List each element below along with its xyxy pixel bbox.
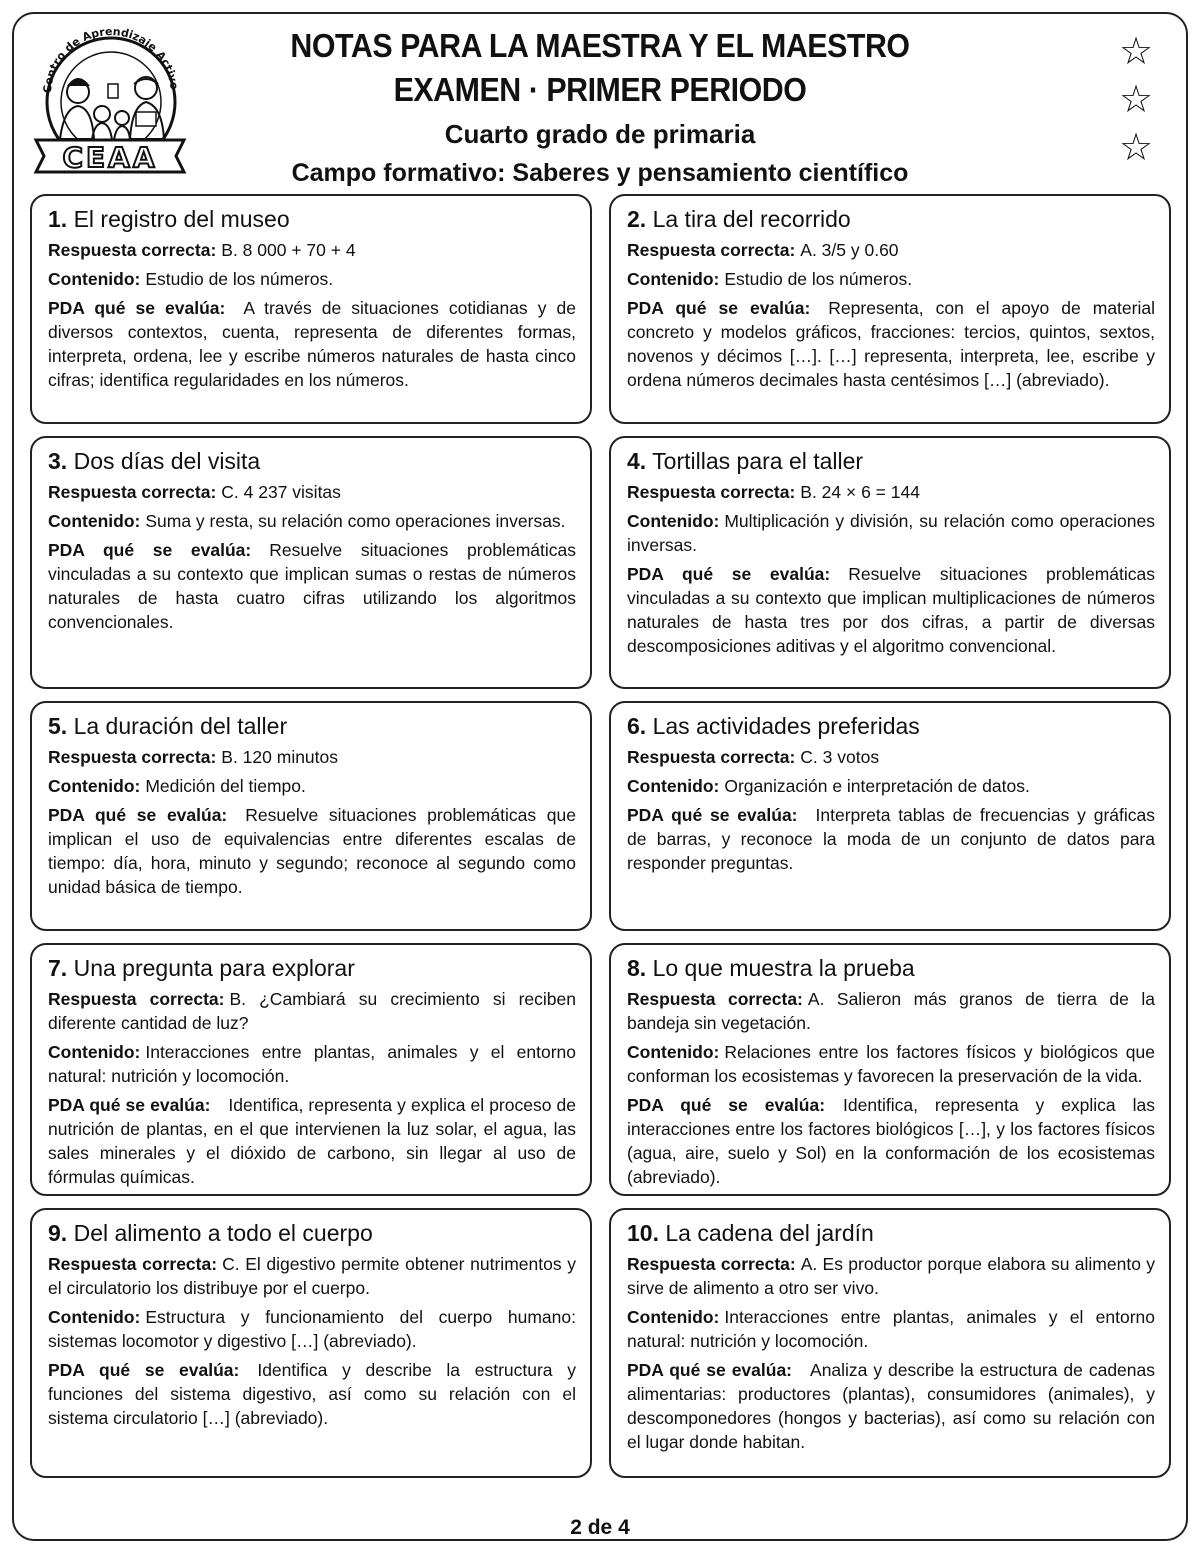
pda-value: Resuelve situaciones problemáticas vinculadas a su contexto que implican sumas o restas de números naturales de hasta cuatro cifras utilizando los algoritmos convencionales. (48, 540, 576, 632)
question-card (609, 1208, 1171, 1478)
answer-line (48, 745, 576, 769)
answer-label: Respuesta correcta: (627, 482, 796, 502)
main-title: NOTAS PARA LA MAESTRA Y EL MAESTRO (290, 27, 910, 64)
content-line (48, 1305, 576, 1353)
content-line (48, 774, 576, 798)
content-value: Interacciones entre plantas, animales y el entorno natural: nutrición y locomoción. (627, 1307, 1155, 1351)
answer-value: A. Es productor porque elabora su alimento y sirve de alimento a otro ser vivo. (627, 1254, 1155, 1298)
question-number: 5. (48, 713, 68, 739)
question-title (627, 446, 1155, 476)
answer-label: Respuesta correcta: (48, 240, 217, 260)
content-label: Contenido: (48, 269, 141, 289)
content-label: Contenido: (48, 776, 141, 796)
question-name: Las actividades preferidas (652, 713, 920, 739)
question-card (609, 436, 1171, 689)
answer-value: B. 24 × 6 = 144 (800, 482, 920, 502)
header (0, 0, 1200, 190)
answer-value: C. El digestivo permite obtener nutrimentos y el circulatorio los distribuye por el cuerpo. (48, 1254, 576, 1298)
pda-line (48, 538, 576, 634)
content-line (627, 509, 1155, 557)
pda-value: Identifica y describe la estructura y funciones del sistema digestivo, así como su relación con el sistema circulatorio […] (abreviado). (48, 1360, 576, 1428)
content-value: Organización e interpretación de datos. (724, 776, 1030, 796)
question-number: 6. (627, 713, 647, 739)
star-rating (1114, 28, 1158, 172)
answer-line (48, 987, 576, 1035)
question-title (627, 204, 1155, 234)
content-value: Estudio de los números. (724, 269, 913, 289)
pda-value: Resuelve situaciones problemáticas que implican el uso de equivalencias entre diferentes escalas de tiempo: día, hora, minuto y segundo; reconoce al segundo como unidad básica de tiempo. (48, 805, 576, 897)
answer-label: Respuesta correcta: (48, 482, 217, 502)
field-title: Campo formativo: Saberes y pensamiento científico (291, 159, 909, 187)
pda-label: PDA qué se evalúa: (627, 1095, 826, 1115)
content-value: Medición del tiempo. (145, 776, 306, 796)
content-line (48, 509, 576, 533)
pda-line (627, 296, 1155, 392)
star-icon: ☆ (1118, 31, 1154, 73)
question-name: Del alimento a todo el cuerpo (73, 1220, 373, 1246)
question-name: Dos días del visita (73, 448, 261, 474)
star-icon: ☆ (1118, 79, 1154, 121)
answer-value: A. Salieron más granos de tierra de la bandeja sin vegetación. (627, 989, 1155, 1033)
question-number: 8. (627, 955, 647, 981)
pda-line (48, 296, 576, 392)
pda-value: Resuelve situaciones problemáticas vinculadas a su contexto que implican multiplicaciones de números naturales de hasta tres por dos cifras, a partir de diversas descomposiciones aditivas y el algoritmo convencional. (627, 564, 1155, 656)
answer-line (627, 1252, 1155, 1300)
answer-value: B. 8 000 + 70 + 4 (221, 240, 356, 260)
question-title (48, 1218, 576, 1248)
question-number: 7. (48, 955, 68, 981)
question-card (30, 701, 592, 931)
answer-label: Respuesta correcta: (627, 1254, 796, 1274)
answer-value: B. 120 minutos (221, 747, 339, 767)
answer-label: Respuesta correcta: (627, 989, 803, 1009)
answer-value: A. 3/5 y 0.60 (800, 240, 899, 260)
content-value: Estudio de los números. (145, 269, 334, 289)
content-label: Contenido: (48, 1042, 141, 1062)
answer-label: Respuesta correcta: (48, 747, 217, 767)
page-number: 2 de 4 (570, 1516, 630, 1539)
ceaa-logo (30, 14, 190, 184)
question-title (48, 446, 576, 476)
pda-value: Identifica, representa y explica las interacciones entre los factores biológicos […], y los factores físicos (agua, aire, suelo y Sol) en la conformación de los ecosistemas (abreviado). (627, 1095, 1155, 1187)
answer-value: C. 4 237 visitas (221, 482, 341, 502)
content-label: Contenido: (627, 776, 720, 796)
pda-line (627, 1358, 1155, 1454)
question-card (30, 436, 592, 689)
content-line (627, 267, 1155, 291)
content-value: Estructura y funcionamiento del cuerpo humano: sistemas locomotor y digestivo […] (abreviado). (48, 1307, 576, 1351)
content-value: Multiplicación y división, su relación como operaciones inversas. (627, 511, 1155, 555)
question-card (609, 194, 1171, 424)
notes-grid (30, 194, 1172, 1504)
pda-value: Identifica, representa y explica el proceso de nutrición de plantas, en el que intervienen la luz solar, el agua, las sales minerales y el dióxido de carbono, sin llegar al uso de fórmulas químicas. (48, 1095, 577, 1187)
question-card (609, 943, 1171, 1196)
question-number: 3. (48, 448, 68, 474)
answer-label: Respuesta correcta: (48, 989, 225, 1009)
pda-line (627, 562, 1155, 658)
pda-label: PDA qué se evalúa: (48, 298, 226, 318)
content-value: Interacciones entre plantas, animales y el entorno natural: nutrición y locomoción. (48, 1042, 576, 1086)
content-label: Contenido: (627, 1307, 720, 1327)
answer-label: Respuesta correcta: (627, 240, 796, 260)
question-card (30, 943, 592, 1196)
title-block (200, 24, 1000, 192)
exam-title: EXAMEN · PRIMER PERIODO (393, 71, 807, 108)
content-label: Contenido: (627, 511, 720, 531)
logo-name: CEAA (62, 141, 158, 174)
question-title (627, 711, 1155, 741)
answer-line (627, 480, 1155, 504)
content-line (627, 1305, 1155, 1353)
content-label: Contenido: (48, 511, 141, 531)
answer-line (627, 238, 1155, 262)
answer-line (48, 480, 576, 504)
pda-label: PDA qué se evalúa: (48, 1360, 240, 1380)
question-number: 10. (627, 1220, 659, 1246)
pda-value: Analiza y describe la estructura de cadenas alimentarias: productores (plantas), consumidores (animales), y descomponedores (hongos y bacterias), así como su relación con el lugar donde habitan. (627, 1360, 1155, 1452)
pda-label: PDA qué se evalúa: (627, 298, 811, 318)
logo-arc-text: Centro de Aprendizaje Activo (40, 25, 181, 94)
question-number: 4. (627, 448, 647, 474)
pda-label: PDA qué se evalúa: (627, 1360, 793, 1380)
answer-line (627, 745, 1155, 769)
question-number: 2. (627, 206, 647, 232)
grade-title: Cuarto grado de primaria (444, 119, 756, 149)
question-title (48, 711, 576, 741)
question-name: Una pregunta para explorar (73, 955, 355, 981)
question-name: La cadena del jardín (665, 1220, 874, 1246)
question-card (609, 701, 1171, 931)
content-value: Relaciones entre los factores físicos y biológicos que conforman los ecosistemas y favorecen la preservación de la vida. (627, 1042, 1155, 1086)
question-number: 9. (48, 1220, 68, 1246)
question-name: Tortillas para el taller (652, 448, 864, 474)
question-name: El registro del museo (73, 206, 290, 232)
question-title (48, 953, 576, 983)
question-card (30, 1208, 592, 1478)
content-value: Suma y resta, su relación como operaciones inversas. (145, 511, 566, 531)
pda-label: PDA qué se evalúa: (627, 805, 798, 825)
pda-line (627, 1093, 1155, 1189)
pda-line (48, 803, 576, 899)
answer-value: B. ¿Cambiará su crecimiento si reciben diferente cantidad de luz? (48, 989, 576, 1033)
answer-label: Respuesta correcta: (48, 1254, 218, 1274)
pda-label: PDA qué se evalúa: (48, 805, 228, 825)
question-name: La duración del taller (73, 713, 288, 739)
content-label: Contenido: (627, 1042, 720, 1062)
pda-value: Representa, con el apoyo de material concreto y modelos gráficos, fracciones: tercios, quintos, sextos, novenos y décimos […]. […] representa, interpreta, lee, escribe y ordena números decimales hasta centésimos […] (abreviado). (627, 298, 1155, 390)
answer-line (48, 238, 576, 262)
pda-value: A través de situaciones cotidianas y de diversos contextos, cuenta, representa de diferentes formas, interpreta, ordena, lee y escribe números naturales de hasta cinco cifras; identifica regularidades en los números. (48, 298, 576, 390)
answer-label: Respuesta correcta: (627, 747, 796, 767)
pda-value: Interpreta tablas de frecuencias y gráficas de barras, y reconoce la moda de un conjunto de datos para responder preguntas. (627, 805, 1155, 873)
answer-line (48, 1252, 576, 1300)
content-label: Contenido: (627, 269, 720, 289)
answer-line (627, 987, 1155, 1035)
pda-label: PDA qué se evalúa: (48, 540, 252, 560)
answer-value: C. 3 votos (800, 747, 880, 767)
question-name: La tira del recorrido (652, 206, 851, 232)
star-icon: ☆ (1118, 127, 1154, 169)
pda-line (627, 803, 1155, 875)
content-label: Contenido: (48, 1307, 141, 1327)
pda-label: PDA qué se evalúa: (627, 564, 831, 584)
pda-label: PDA qué se evalúa: (48, 1095, 211, 1115)
question-name: Lo que muestra la prueba (652, 955, 915, 981)
content-line (627, 1040, 1155, 1088)
question-card (30, 194, 592, 424)
question-title (48, 204, 576, 234)
content-line (48, 267, 576, 291)
content-line (627, 774, 1155, 798)
pda-line (48, 1093, 576, 1189)
question-title (627, 1218, 1155, 1248)
pda-line (48, 1358, 576, 1430)
question-number: 1. (48, 206, 68, 232)
content-line (48, 1040, 576, 1088)
question-title (627, 953, 1155, 983)
